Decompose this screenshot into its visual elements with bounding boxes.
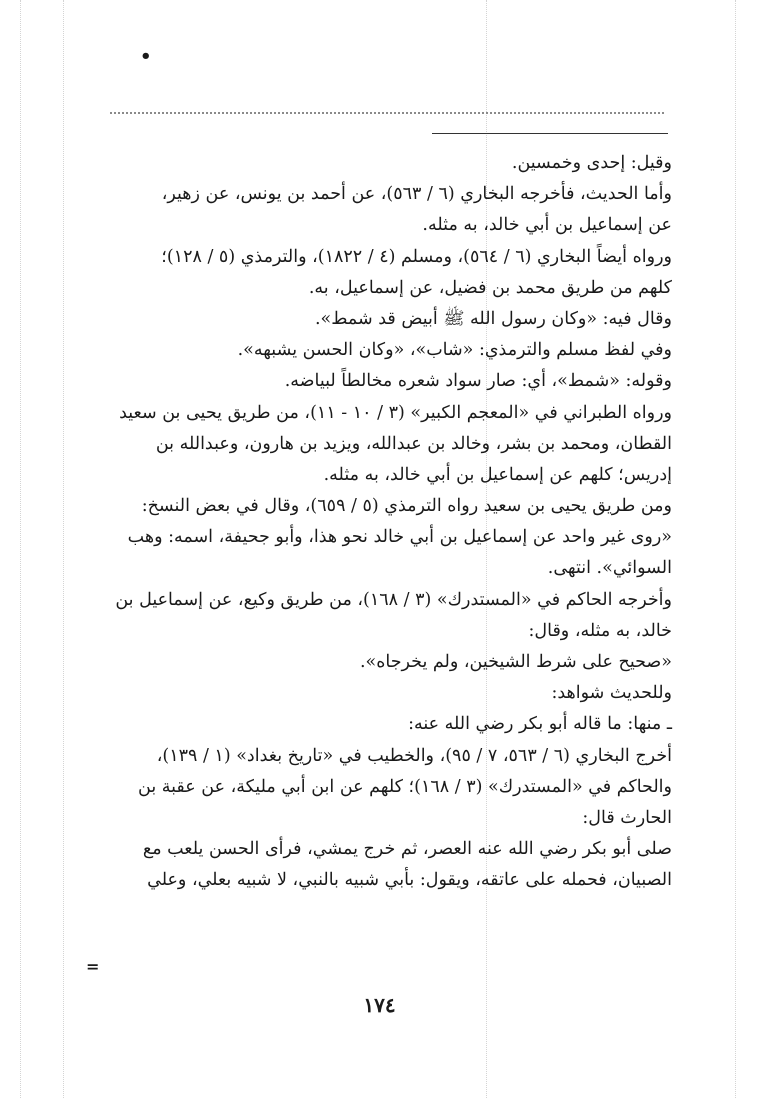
text-line: ومن طريق يحيى بن سعيد رواه الترمذي (٥ / ٦٥٩)، وقال في بعض النسخ:: [141, 496, 672, 517]
text-line: والحاكم في «المستدرك» (٣ / ١٦٨)؛ كلهم عن ابن أبي مليكة، عن عقبة بن: [138, 776, 672, 797]
scan-dot-column: [735, 0, 736, 1098]
continuation-mark: =: [86, 957, 100, 976]
scan-speck: •: [140, 46, 152, 67]
footnote-text: [100, 148, 672, 897]
text-line: عن إسماعيل بن أبي خالد، به مثله.: [422, 215, 672, 236]
text-line: وأما الحديث، فأخرجه البخاري (٦ / ٥٦٣)، عن أحمد بن يونس، عن زهير،: [161, 184, 672, 205]
text-line: ورواه أيضاً البخاري (٦ / ٥٦٤)، ومسلم (٤ / ١٨٢٢)، والترمذي (٥ / ١٢٨)؛: [161, 246, 672, 267]
text-line: «روى غير واحد عن إسماعيل بن أبي خالد نحو هذا، وأبو جحيفة، اسمه: وهب: [127, 527, 672, 548]
page-number: ١٧٤: [363, 993, 396, 1017]
text-line: إدريس؛ كلهم عن إسماعيل بن أبي خالد، به مثله.: [323, 464, 672, 485]
text-line: ـ منها: ما قاله أبو بكر رضي الله عنه:: [408, 714, 672, 735]
text-line: الصبيان، فحمله على عاتقه، ويقول: بأبي شبيه بالنبي، لا شبيه بعلي، وعلي: [147, 870, 672, 891]
text-line: وأخرجه الحاكم في «المستدرك» (٣ / ١٦٨)، من طريق وكيع، عن إسماعيل بن: [115, 589, 672, 610]
text-line: القطان، ومحمد بن بشر، وخالد بن عبدالله، ويزيد بن هارون، وعبدالله بن: [155, 433, 672, 454]
text-line: أخرج البخاري (٦ / ٥٦٣، ٧ / ٩٥)، والخطيب في «تاريخ بغداد» (١ / ١٣٩)،: [156, 745, 672, 766]
text-line: وللحديث شواهد:: [551, 683, 672, 704]
text-line: وقيل: إحدى وخمسين.: [511, 153, 672, 173]
text-line: الحارث قال:: [582, 807, 672, 828]
text-line: وقوله: «شمط»، أي: صار سواد شعره مخالطاً لبياضه.: [284, 371, 672, 392]
footnote-rule: [432, 133, 668, 134]
text-line: السوائي». انتهى.: [547, 558, 672, 579]
text-line: وفي لفظ مسلم والترمذي: «شاب»، «وكان الحسن يشبهه».: [237, 340, 672, 361]
text-line: «صحيح على شرط الشيخين، ولم يخرجاه».: [359, 652, 672, 672]
text-line: كلهم من طريق محمد بن فضيل، عن إسماعيل، به.: [308, 277, 672, 298]
scan-dot-column: [20, 0, 21, 1098]
text-line: خالد، به مثله، وقال:: [528, 620, 672, 641]
text-line: صلى أبو بكر رضي الله عنه العصر، ثم خرج يمشي، فرأى الحسن يلعب مع: [142, 839, 672, 860]
text-line: ورواه الطبراني في «المعجم الكبير» (٣ / ١٠ - ١١)، من طريق يحيى بن سعيد: [119, 402, 672, 423]
text-line: وقال فيه: «وكان رسول الله ﷺ أبيض قد شمط».: [314, 308, 672, 329]
scan-dot-column: [63, 0, 64, 1098]
dotted-separator: [110, 112, 664, 114]
